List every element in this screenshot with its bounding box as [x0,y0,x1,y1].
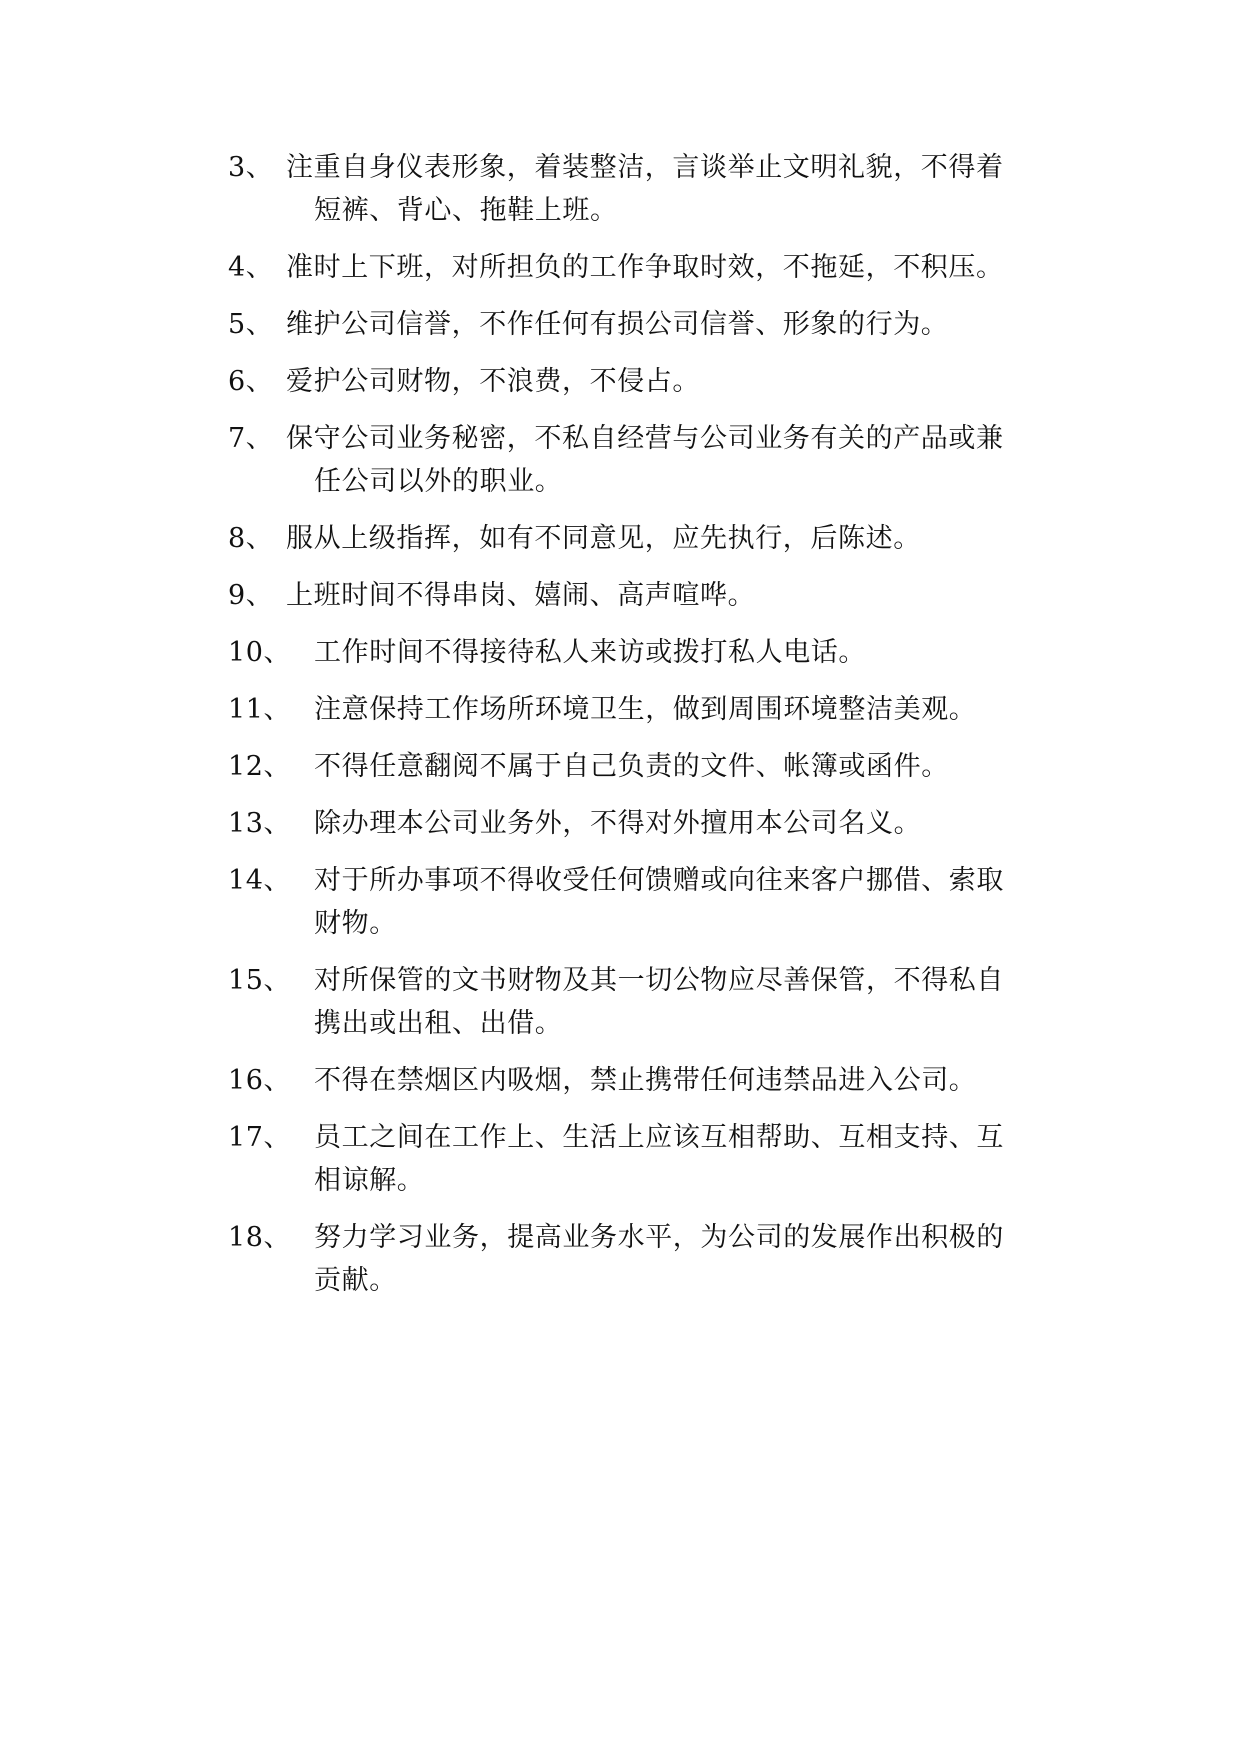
rule-item [228,688,1048,731]
rule-number: 13、 [228,808,292,839]
rule-text-line1: 除办理本公司业务外，不得对外擅用本公司名义。 [314,808,922,839]
rule-text-line1: 注意保持工作场所环境卫生，做到周围环境整洁美观。 [314,694,977,725]
rule-item [228,959,1048,1045]
rule-item [228,146,1048,232]
rule-text [228,959,1048,1045]
rule-item [228,1059,1048,1102]
rules-list [228,146,1048,1316]
rule-number: 12、 [228,751,292,782]
rule-item [228,802,1048,845]
rule-number: 11、 [228,694,292,725]
rule-text-line1: 不得在禁烟区内吸烟，禁止携带任何违禁品进入公司。 [314,1065,977,1096]
rule-text-line1: 工作时间不得接待私人来访或拨打私人电话。 [314,637,866,668]
rule-item [228,1116,1048,1202]
rule-text-line2: 任公司以外的职业。 [314,466,563,497]
rule-text [228,1216,1048,1302]
rule-text [228,517,1048,560]
rule-item [228,360,1048,403]
rule-item [228,246,1048,289]
rule-text [228,1116,1048,1202]
rule-text-line2: 相谅解。 [314,1165,425,1196]
rule-text [228,859,1048,945]
rule-text-line2: 短裤、背心、拖鞋上班。 [314,195,618,226]
rule-number: 4、 [228,252,274,283]
rule-item [228,303,1048,346]
rule-text-line1: 对于所办事项不得收受任何馈赠或向往来客户挪借、索取 [314,865,1004,896]
rule-text-line2: 携出或出租、出借。 [314,1008,563,1039]
rule-number: 3、 [228,152,274,183]
rule-item [228,631,1048,674]
rule-text-line1: 不得任意翻阅不属于自己负责的文件、帐簿或函件。 [314,751,949,782]
rule-item [228,1216,1048,1302]
rule-text-line1: 对所保管的文书财物及其一切公物应尽善保管，不得私自 [314,965,1004,996]
rule-number: 10、 [228,637,292,668]
rule-text [228,246,1048,289]
rule-text [228,1059,1048,1102]
rule-item [228,859,1048,945]
rule-text [228,303,1048,346]
rule-text [228,360,1048,403]
rule-number: 9、 [228,580,274,611]
rule-text-line1: 爱护公司财物，不浪费，不侵占。 [286,366,700,397]
rule-text [228,745,1048,788]
rule-text-line1: 服从上级指挥，如有不同意见，应先执行，后陈述。 [286,523,921,554]
rule-item [228,745,1048,788]
rule-text-line1: 上班时间不得串岗、嬉闹、高声喧哗。 [286,580,756,611]
rule-number: 8、 [228,523,274,554]
rule-number: 18、 [228,1222,292,1253]
rule-item [228,417,1048,503]
rule-item [228,517,1048,560]
rule-text-line1: 注重自身仪表形象，着装整洁，言谈举止文明礼貌，不得着 [286,152,1004,183]
rule-number: 5、 [228,309,274,340]
rule-text [228,688,1048,731]
rule-text [228,802,1048,845]
rule-text [228,631,1048,674]
rule-text-line1: 保守公司业务秘密，不私自经营与公司业务有关的产品或兼 [286,423,1004,454]
rule-number: 6、 [228,366,274,397]
rule-text [228,146,1048,232]
rule-text-line2: 财物。 [314,908,397,939]
rule-number: 14、 [228,865,292,896]
rule-number: 15、 [228,965,292,996]
rule-text-line1: 努力学习业务，提高业务水平，为公司的发展作出积极的 [314,1222,1004,1253]
rule-number: 17、 [228,1122,292,1153]
rule-text-line2: 贡献。 [314,1265,397,1296]
rule-text-line1: 准时上下班，对所担负的工作争取时效，不拖延，不积压。 [286,252,1004,283]
rule-text-line1: 维护公司信誉，不作任何有损公司信誉、形象的行为。 [286,309,949,340]
rule-text [228,574,1048,617]
rule-text [228,417,1048,503]
rule-number: 7、 [228,423,274,454]
rule-number: 16、 [228,1065,292,1096]
rule-text-line1: 员工之间在工作上、生活上应该互相帮助、互相支持、互 [314,1122,1004,1153]
rule-item [228,574,1048,617]
